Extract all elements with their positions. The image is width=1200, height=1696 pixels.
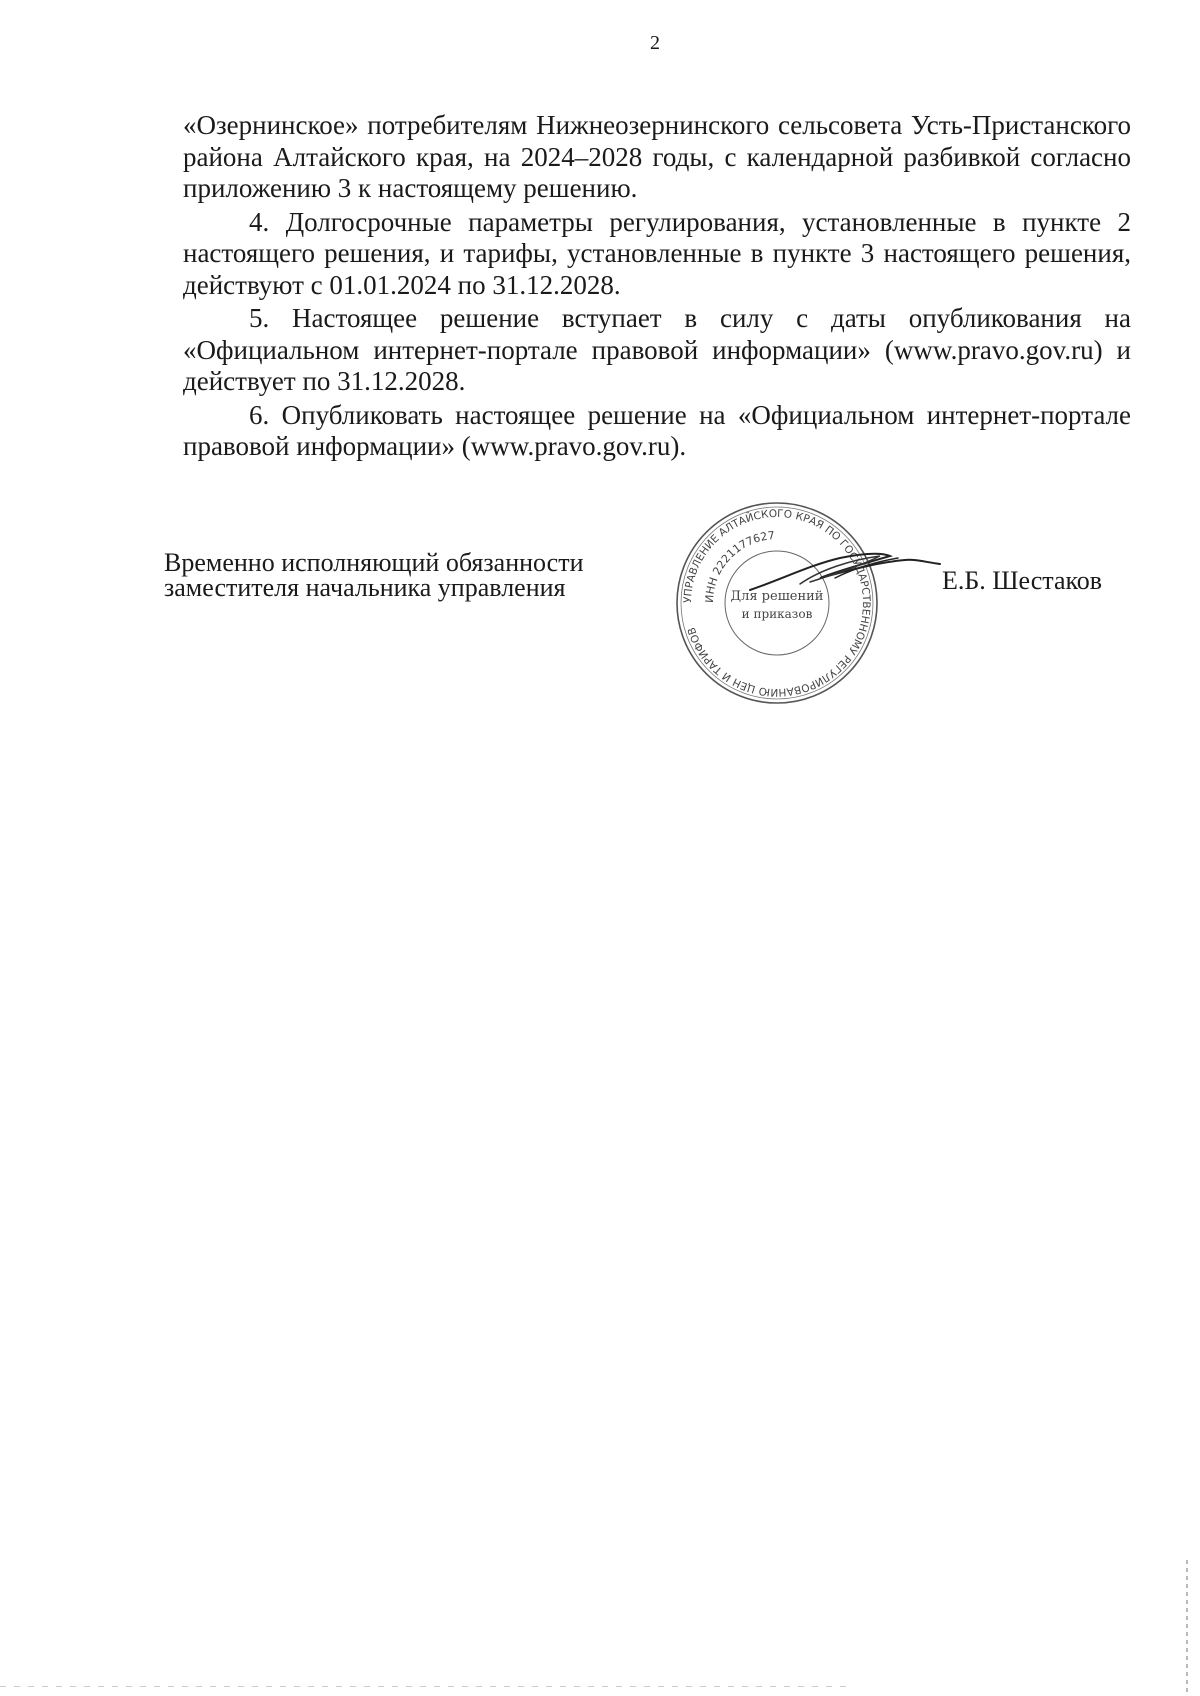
stamp-center-line2: и приказов [741, 607, 813, 621]
scan-edge-artifact-right [1186, 1560, 1188, 1696]
paragraph-6: 6. Опубликовать настоящее решение на «Официальном интернет-портале правовой информации» (www.pravo.gov.ru). [183, 399, 1131, 461]
signatory-name: Е.Б. Шестаков [942, 566, 1103, 595]
signatory-position-line1: Временно исполняющий обязанности [164, 548, 584, 577]
signatory-position [164, 550, 584, 600]
scan-edge-artifact-bottom [0, 1686, 850, 1687]
paragraph-5: 5. Настоящее решение вступает в силу с даты опубликования на «Официальном интернет-портале правовой информации» (www.pravo.gov.ru) и действует по 31.12.2028. [183, 303, 1131, 396]
signatory-position-line2: заместителя начальника управления [164, 573, 566, 602]
page-number: 2 [650, 32, 660, 54]
stamp-center-line1: Для решений [730, 589, 824, 604]
stamp-inn-text: ИНН 2221177627 [702, 528, 776, 604]
paragraph-4: 4. Долгосрочные параметры регулирования, установленные в пункте 2 настоящего решения, и тарифы, установленные в пункте 3 настоящего решения, действуют с 01.01.2024 по 31.12.2028. [183, 206, 1131, 300]
paragraph-continuation: «Озернинское» потребителям Нижнеозернинского сельсовета Усть-Пристанского района Алтайского края, на 2024–2028 годы, с календарной разбивкой согласно приложению 3 к настоящему решению. [183, 110, 1131, 203]
document-body [183, 110, 1131, 463]
stamp-outer-text: УПРАВЛЕНИЕ АЛТАЙСКОГО КРАЯ ПО ГОСУДАРСТВЕННОМУ РЕГУЛИРОВАНИЮ ЦЕН И ТАРИФОВ [681, 507, 873, 699]
official-stamp [672, 498, 882, 708]
handwritten-signature [740, 540, 950, 600]
